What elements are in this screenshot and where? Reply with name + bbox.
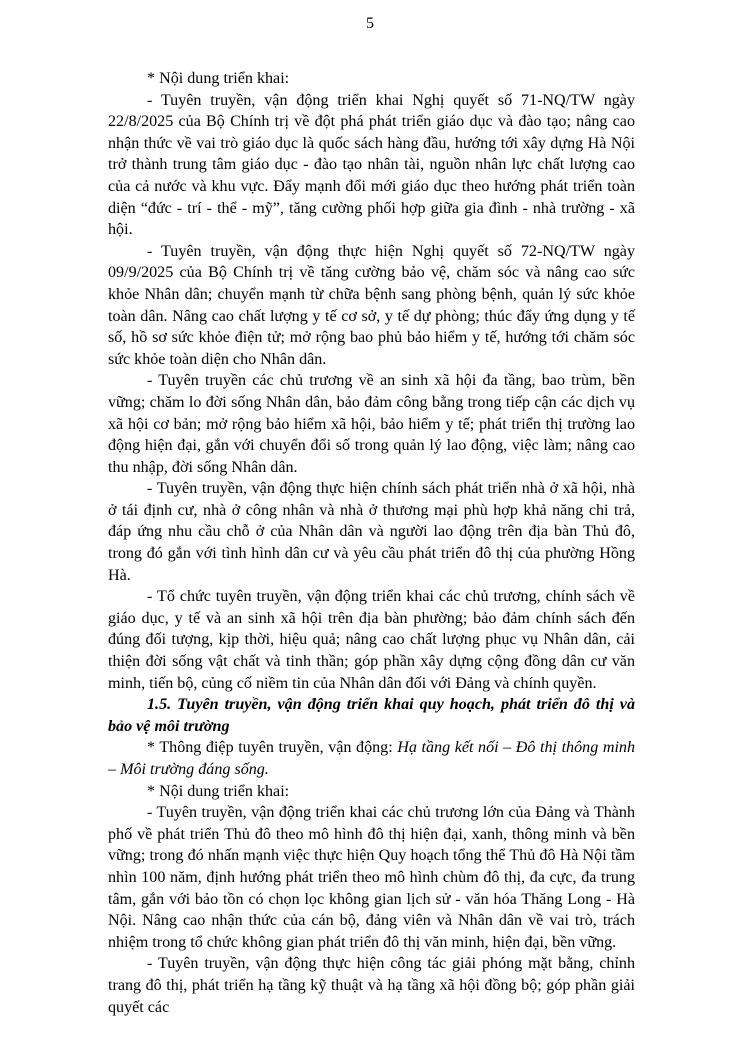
page-number: 5: [366, 15, 374, 32]
message-label: * Thông điệp tuyên truyền, vận động:: [147, 739, 398, 757]
document-body: [108, 68, 635, 1018]
section-heading-1-5: 1.5. Tuyên truyền, vận động triển khai quy hoạch, phát triển đô thị và bảo vệ môi trường: [108, 696, 635, 735]
paragraph-social-security: - Tuyên truyền các chủ trương về an sinh xã hội đa tầng, bao trùm, bền vững; chăm lo đời sống Nhân dân, bảo đảm công bằng trong tiếp cận các dịch vụ xã hội cơ bản; mở rộng bảo hiểm xã hội, bảo hiểm y tế; phát triển thị trường lao động hiện đại, gắn với chuyển đổi số trong quản lý lao động, việc làm; nâng cao thu nhập, đời sống Nhân dân.: [108, 372, 635, 476]
message-slogan: Hạ tầng kết nối – Đô thị thông minh – Môi trường đáng sống.: [108, 739, 636, 778]
paragraph-site-clearance: - Tuyên truyền, vận động thực hiện công tác giải phóng mặt bằng, chỉnh trang đô thị, phát triển hạ tầng kỹ thuật và hạ tầng xã hội đồng bộ; góp phần giải quyết các: [108, 955, 635, 1016]
paragraph-ward-implementation: - Tổ chức tuyên truyền, vận động triển khai các chủ trương, chính sách về giáo dục, y tế và an sinh xã hội trên địa bàn phường; bảo đảm chính sách đến đúng đối tượng, kịp thời, hiệu quả; nâng cao chất lượng phục vụ Nhân dân, cải thiện đời sống vật chất và tinh thần; góp phần xây dựng cộng đồng dân cư văn minh, tiến bộ, củng cố niềm tin của Nhân dân đối với Đảng và chính quyền.: [108, 588, 635, 692]
paragraph-social-housing: - Tuyên truyền, vận động thực hiện chính sách phát triển nhà ở xã hội, nhà ở tái định cư, nhà ở công nhân và nhà ở thương mại phù hợp khả năng chi trả, đáp ứng nhu cầu chỗ ở của Nhân dân và người lao động trên địa bàn Thủ đô, trong đó gắn với tình hình dân cư và yêu cầu phát triển đô thị của phường Hồng Hà.: [108, 480, 635, 584]
paragraph-urban-planning: - Tuyên truyền, vận động triển khai các chủ trương lớn của Đảng và Thành phố về phát triển Thủ đô theo mô hình đô thị hiện đại, xanh, thông minh và bền vững; trong đó nhấn mạnh việc thực hiện Quy hoạch tổng thể Thủ đô Hà Nội tầm nhìn 100 năm, định hướng phát triển theo mô hình chùm đô thị, đa cực, đa trung tâm, gắn với bảo tồn có chọn lọc không gian lịch sử - văn hóa Thăng Long - Hà Nội. Nâng cao nhận thức của cán bộ, đảng viên và Nhân dân về vai trò, trách nhiệm trong tổ chức không gian phát triển đô thị văn minh, hiện đại, bền vững.: [108, 804, 635, 951]
paragraph-message: [108, 737, 635, 780]
paragraph-content-label-2: * Nội dung triển khai:: [147, 782, 290, 800]
paragraph-resolution-72: - Tuyên truyền, vận động thực hiện Nghị quyết số 72-NQ/TW ngày 09/9/2025 của Bộ Chính trị về tăng cường bảo vệ, chăm sóc và nâng cao sức khỏe Nhân dân; chuyển mạnh từ chữa bệnh sang phòng bệnh, quản lý sức khỏe toàn dân. Nâng cao chất lượng y tế cơ sở, y tế dự phòng; thúc đẩy ứng dụng y tế số, hồ sơ sức khỏe điện tử; mở rộng bao phủ bảo hiểm y tế, hướng tới chăm sóc sức khỏe toàn diện cho Nhân dân.: [108, 242, 635, 368]
paragraph-resolution-71: - Tuyên truyền, vận động triển khai Nghị quyết số 71-NQ/TW ngày 22/8/2025 của Bộ Chính trị về đột phá phát triển giáo dục và đào tạo; nâng cao nhận thức về vai trò giáo dục là quốc sách hàng đầu, hướng tới xây dựng Hà Nội trở thành trung tâm giáo dục - đào tạo nhân tài, nguồn nhân lực chất lượng cao của cả nước và khu vực. Đẩy mạnh đổi mới giáo dục theo hướng phát triển toàn diện “đức - trí - thể - mỹ”, tăng cường phối hợp giữa gia đình - nhà trường - xã hội.: [108, 91, 635, 239]
paragraph-content-label-1: * Nội dung triển khai:: [147, 70, 290, 87]
